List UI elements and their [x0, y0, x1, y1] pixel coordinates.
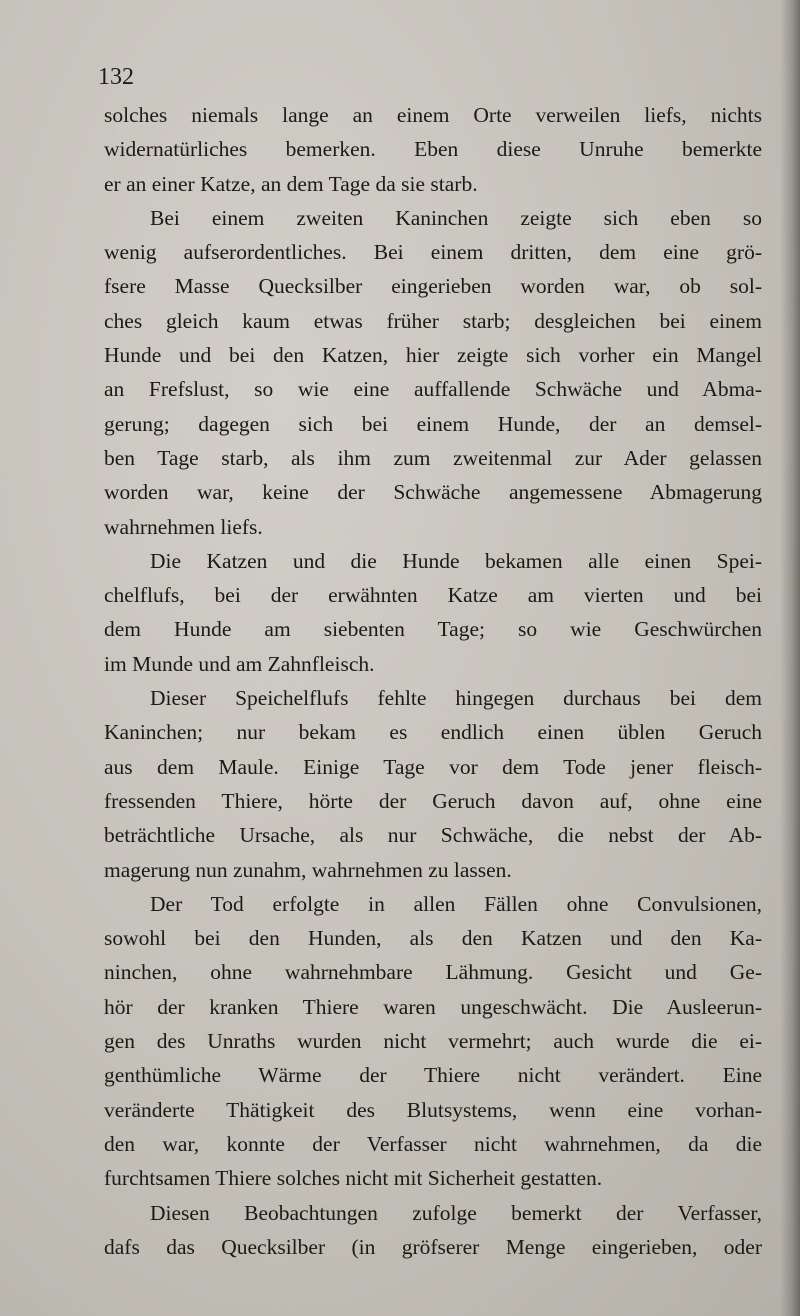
text-line: Die Katzen und die Hunde bekamen alle einen Spei-: [150, 548, 762, 573]
text-line: im Munde und am Zahnfleisch.: [104, 651, 375, 676]
text-line: sowohl bei den Hunden, als den Katzen und den Ka-: [104, 926, 762, 951]
text-line: aus dem Maule. Einige Tage vor dem Tode jener fleisch-: [104, 754, 762, 779]
text-line: wenig aufserordentliches. Bei einem dritten, dem eine grö-: [104, 240, 762, 265]
text-line: chelflufs, bei der erwähnten Katze am vierten und bei: [104, 583, 762, 608]
text-line: ben Tage starb, als ihm zum zweitenmal zur Ader gelassen: [104, 445, 762, 470]
text-line: veränderte Thätigkeit des Blutsystems, wenn eine vorhan-: [104, 1097, 762, 1122]
text-line: fsere Masse Quecksilber eingerieben worden war, ob sol-: [104, 274, 762, 299]
text-line: dafs das Quecksilber (in gröfserer Menge eingerieben, oder: [104, 1234, 762, 1259]
text-line: an Frefslust, so wie eine auffallende Schwäche und Abma-: [104, 377, 762, 402]
text-line: gen des Unraths wurden nicht vermehrt; auch wurde die ei-: [104, 1029, 762, 1054]
text-line: den war, konnte der Verfasser nicht wahrnehmen, da die: [104, 1131, 762, 1156]
text-line: fressenden Thiere, hörte der Geruch davon auf, ohne eine: [104, 788, 762, 813]
text-line: solches niemals lange an einem Orte verweilen liefs, nichts: [104, 103, 762, 127]
text-line: wahrnehmen liefs.: [104, 514, 263, 539]
text-line: ninchen, ohne wahrnehmbare Lähmung. Gesicht und Ge-: [104, 960, 762, 985]
text-line: furchtsamen Thiere solches nicht mit Sicherheit gestatten.: [104, 1166, 603, 1191]
text-line: er an einer Katze, an dem Tage da sie starb.: [104, 171, 478, 196]
page-number: 132: [98, 64, 134, 90]
body-text: [104, 98, 762, 1264]
text-line: Der Tod erfolgte in allen Fällen ohne Convulsionen,: [150, 891, 762, 916]
text-line: worden war, keine der Schwäche angemessene Abmagerung: [104, 480, 762, 505]
text-line: ches gleich kaum etwas früher starb; desgleichen bei einem: [104, 308, 762, 333]
text-line: Hunde und bei den Katzen, hier zeigte sich vorher ein Mangel: [104, 343, 762, 368]
text-line: genthümliche Wärme der Thiere nicht verändert. Eine: [104, 1063, 762, 1088]
text-line: dem Hunde am siebenten Tage; so wie Geschwürchen: [104, 617, 762, 642]
text-line: magerung nun zunahm, wahrnehmen zu lassen.: [104, 857, 512, 882]
text-line: beträchtliche Ursache, als nur Schwäche, die nebst der Ab-: [104, 823, 762, 848]
text-line: Kaninchen; nur bekam es endlich einen üblen Geruch: [104, 720, 762, 745]
text-line: widernatürliches bemerken. Eben diese Unruhe bemerkte: [104, 137, 762, 162]
text-line: Diesen Beobachtungen zufolge bemerkt der Verfasser,: [150, 1200, 762, 1225]
page-edge-shadow: [780, 0, 800, 1316]
text-line: gerung; dagegen sich bei einem Hunde, der an demsel-: [104, 411, 762, 436]
text-line: Dieser Speichelflufs fehlte hingegen durchaus bei dem: [150, 686, 762, 711]
text-line: Bei einem zweiten Kaninchen zeigte sich eben so: [150, 205, 762, 230]
text-line: hör der kranken Thiere waren ungeschwächt. Die Ausleerun-: [104, 994, 762, 1019]
